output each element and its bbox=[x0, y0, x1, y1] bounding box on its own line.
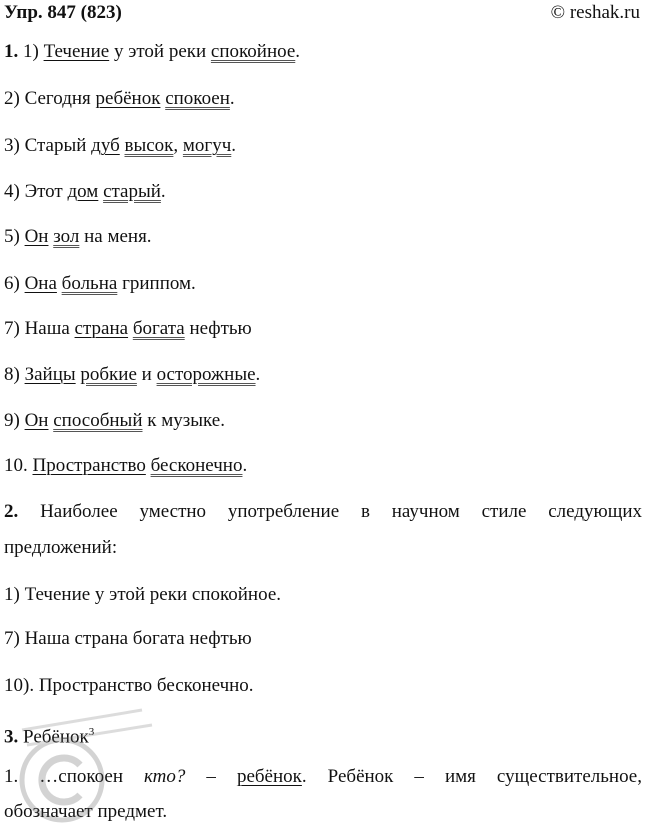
predicate-word: больна bbox=[61, 273, 118, 294]
predicate-word: могуч bbox=[182, 135, 232, 156]
sentence-prefix: 2) Сегодня bbox=[4, 88, 96, 109]
part-2-text-1: Наиболее уместно употребление в научном стиле следующих bbox=[18, 501, 642, 522]
subject-word: Течение bbox=[43, 41, 110, 62]
subject-word: ребёнок bbox=[95, 88, 161, 109]
predicate-word: спокойное bbox=[210, 41, 296, 62]
predicate-word: робкие bbox=[80, 364, 137, 385]
part-2-item-1: 1) Течение у этой реки спокойное. bbox=[4, 584, 282, 605]
predicate-word: осторожные bbox=[156, 364, 256, 385]
subject-word: Она bbox=[24, 273, 57, 294]
part-3-dash: – bbox=[185, 766, 237, 787]
part-1-item bbox=[4, 363, 260, 387]
site-credit: © reshak.ru bbox=[550, 2, 640, 23]
subject-word: Зайцы bbox=[24, 364, 76, 385]
part-3-word: Ребёнок bbox=[18, 726, 89, 748]
predicate-word: богата bbox=[132, 318, 185, 339]
sentence-end: на меня. bbox=[79, 226, 152, 247]
part-1-item bbox=[4, 180, 166, 204]
predicate-word: способный bbox=[53, 410, 143, 431]
part-1-item bbox=[4, 317, 252, 341]
subject-word: дом bbox=[67, 181, 99, 202]
part-2-item-2: 7) Наша страна богата нефтью bbox=[4, 628, 252, 649]
part-1-item bbox=[4, 272, 196, 296]
part-3-line1-rest: . Ребёнок – имя существительное, bbox=[301, 766, 642, 787]
subject-word: дуб bbox=[91, 135, 120, 156]
predicate-word: бесконечно bbox=[150, 455, 243, 476]
part-3-question: кто? bbox=[144, 766, 186, 787]
part-3-line1 bbox=[4, 765, 642, 789]
part-2-intro-line2: предложений: bbox=[4, 537, 118, 558]
sentence-end: . bbox=[242, 455, 248, 476]
sentence-prefix: 10. bbox=[4, 455, 33, 476]
part-1-item bbox=[4, 409, 225, 433]
sentence-end: к музыке. bbox=[142, 410, 225, 431]
sentence-end: . bbox=[295, 41, 301, 62]
predicate-word: спокоен bbox=[165, 88, 230, 109]
sentence-end: . bbox=[229, 88, 235, 109]
sentence-end: . bbox=[231, 135, 237, 156]
part-3-line2: обозначает предмет. bbox=[4, 801, 168, 822]
page-header bbox=[4, 2, 640, 26]
sentence-gap: у этой реки bbox=[109, 41, 211, 62]
predicate-word: высок bbox=[124, 135, 174, 156]
part-3-line1-prefix: 1. …спокоен bbox=[4, 766, 145, 787]
sentence-end: . bbox=[160, 181, 166, 202]
part-1-item bbox=[4, 40, 300, 64]
subject-word: страна bbox=[74, 318, 129, 339]
sentence-prefix: 9) bbox=[4, 410, 25, 431]
part-3-heading bbox=[4, 720, 94, 749]
exercise-title: Упр. 847 (823) bbox=[4, 2, 122, 23]
sentence-prefix: 7) Наша bbox=[4, 318, 75, 339]
part-1-item bbox=[4, 225, 152, 249]
part-2-intro-line1 bbox=[4, 500, 642, 524]
sentence-prefix: 4) Этот bbox=[4, 181, 68, 202]
part-1-item bbox=[4, 134, 236, 158]
sentence-prefix: 6) bbox=[4, 273, 25, 294]
part-3-number: 3. bbox=[4, 726, 19, 748]
part-3-sup: 3 bbox=[88, 726, 95, 738]
sentence-prefix: 8) bbox=[4, 364, 25, 385]
part-2-number: 2. bbox=[4, 501, 19, 522]
sentence-end: нефтью bbox=[184, 318, 252, 339]
predicate-word: зол bbox=[53, 226, 80, 247]
sentence-separator: и bbox=[136, 364, 157, 385]
subject-word: Он bbox=[24, 226, 49, 247]
sentence-prefix: 1) bbox=[23, 41, 44, 62]
sentence-separator: , bbox=[173, 135, 183, 156]
sentence-prefix: 5) bbox=[4, 226, 25, 247]
sentence-end: гриппом. bbox=[117, 273, 196, 294]
predicate-word: старый bbox=[103, 181, 161, 202]
subject-word: Пространство bbox=[32, 455, 146, 476]
part-1-item bbox=[4, 454, 247, 478]
sentence-prefix: 3) Старый bbox=[4, 135, 92, 156]
part-2-item-3: 10). Пространство бесконечно. bbox=[4, 675, 254, 696]
part-1-item bbox=[4, 87, 235, 111]
sentence-end: . bbox=[255, 364, 261, 385]
subject-word: Он bbox=[24, 410, 49, 431]
part-1-number: 1. bbox=[4, 41, 19, 62]
part-3-subject: ребёнок bbox=[236, 766, 302, 787]
